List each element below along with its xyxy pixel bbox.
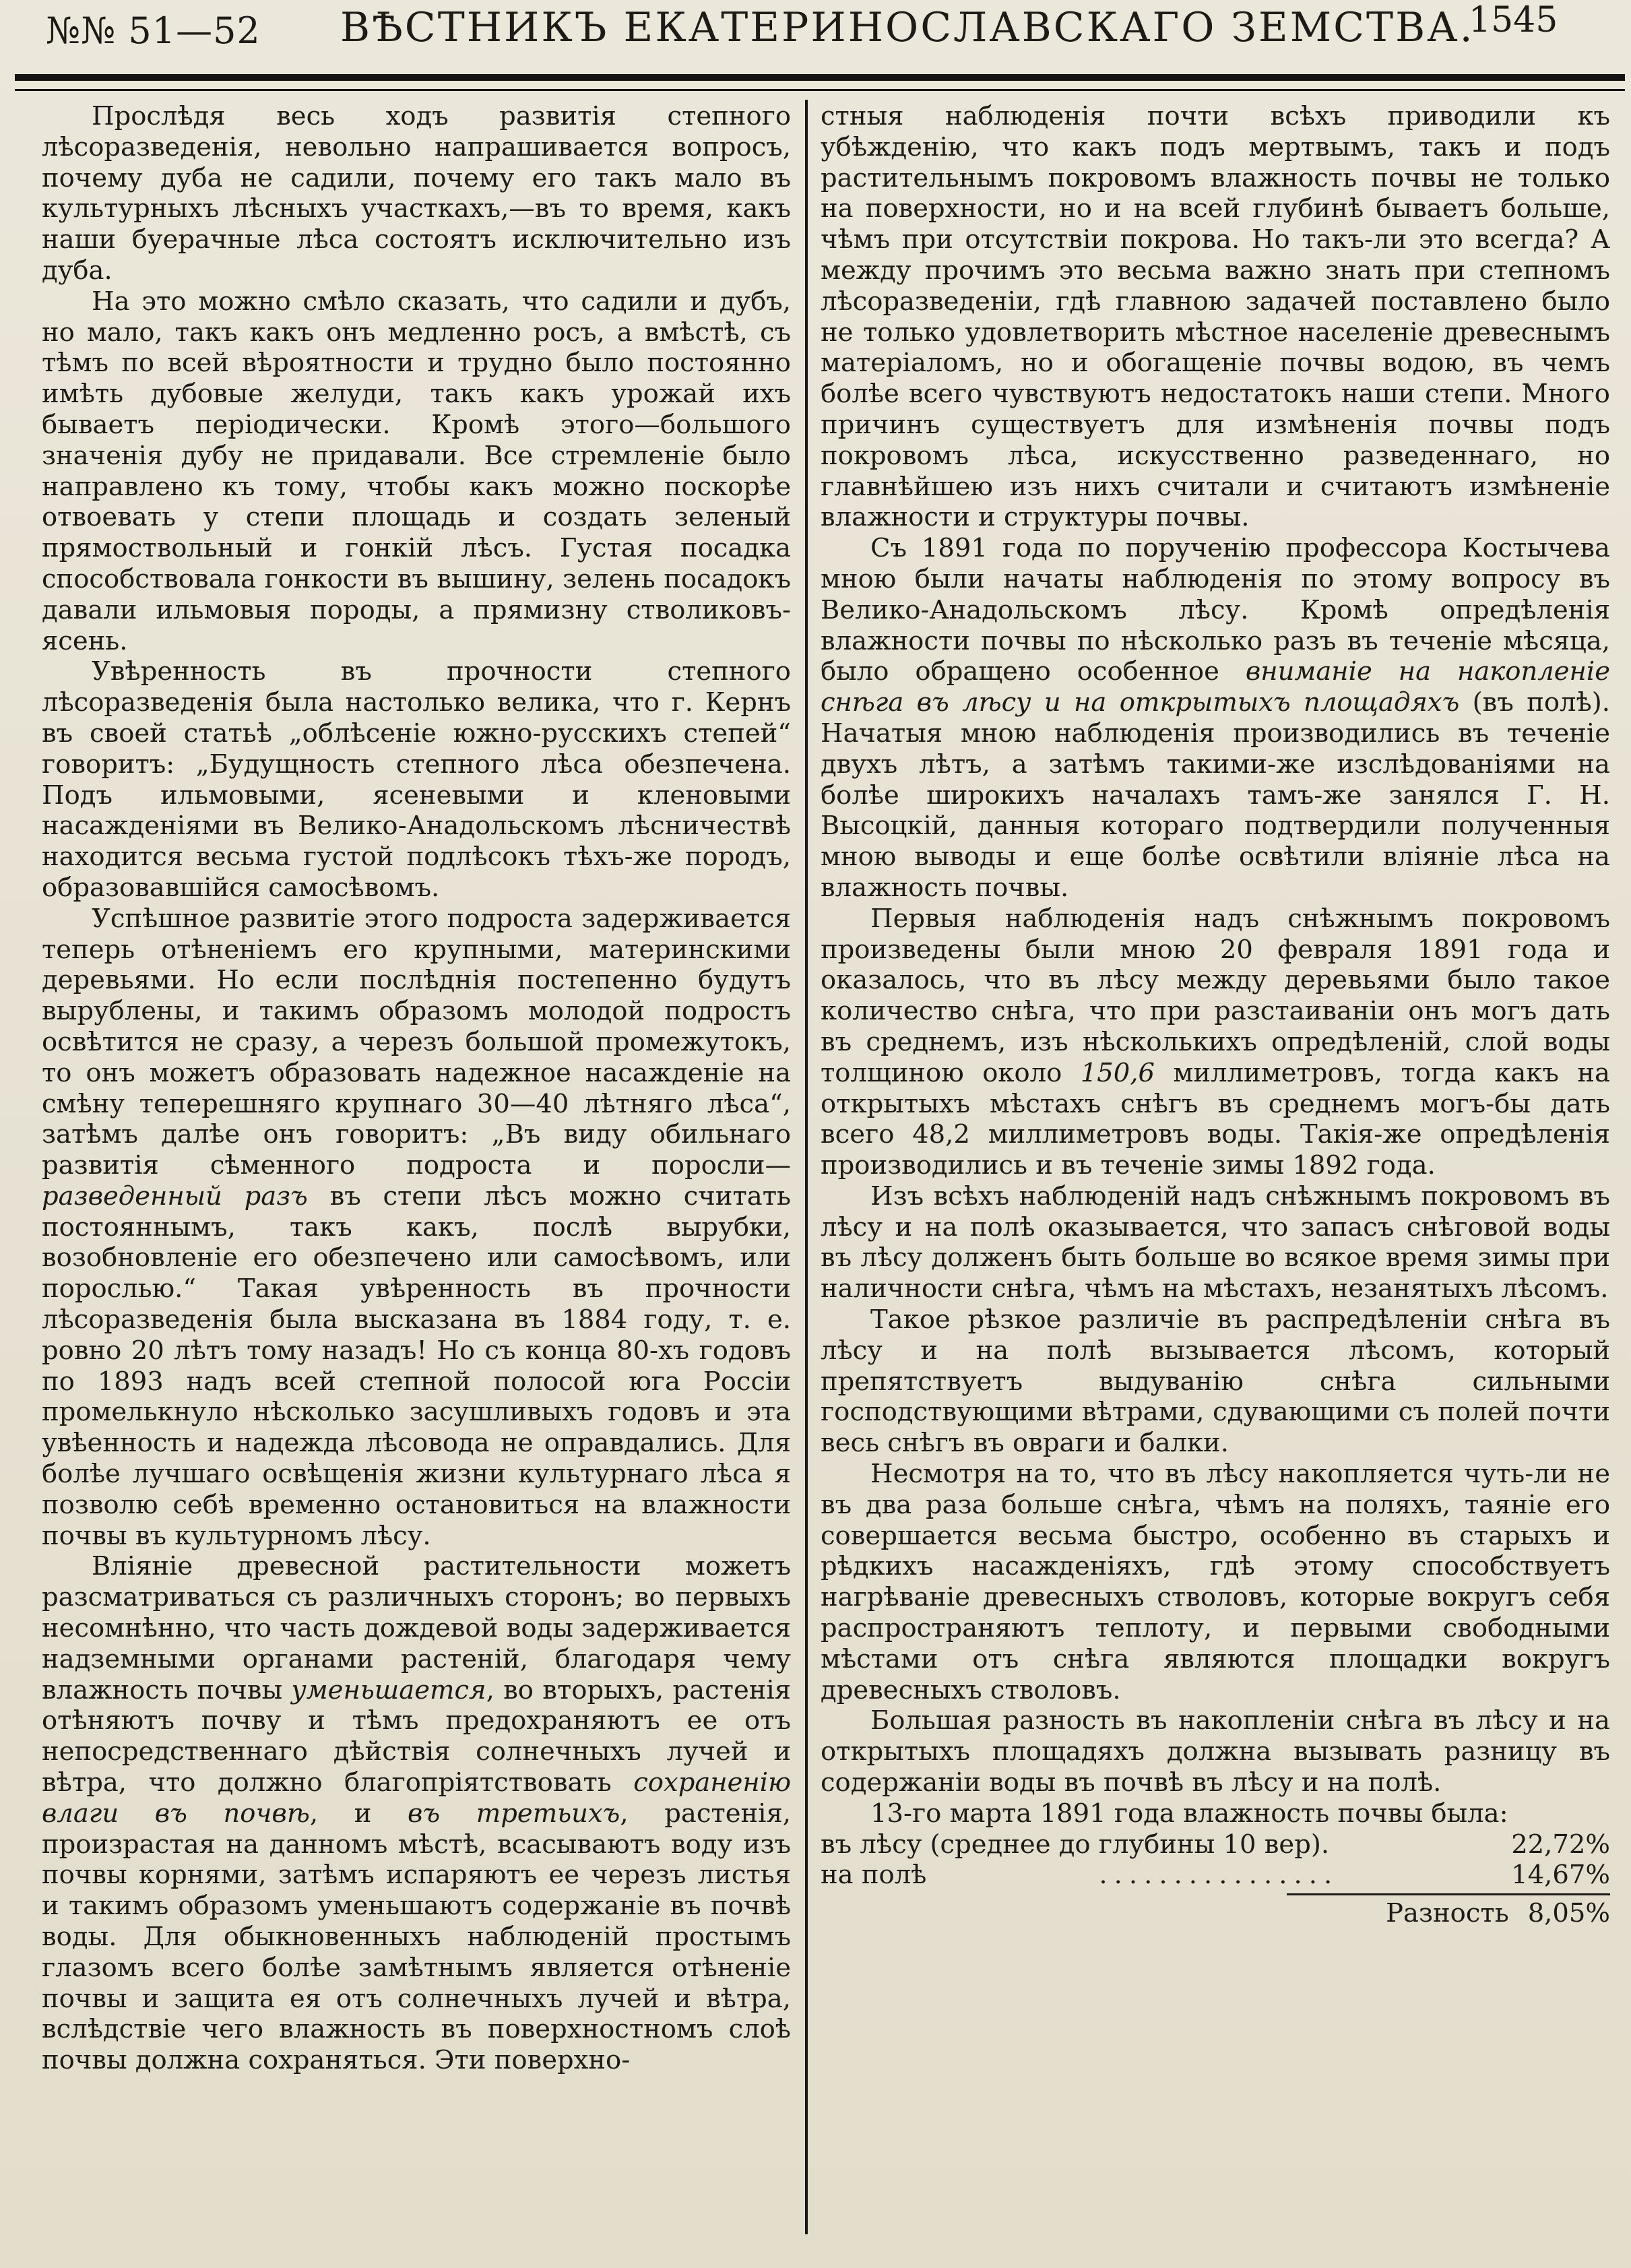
- column-divider: [805, 100, 808, 2234]
- table-row-forest: [821, 1829, 1610, 1860]
- header-rule-thin: [15, 89, 1625, 91]
- paragraph: Прослѣдя весь ходъ развитія степного лѣсоразведенія, невольно напрашивается вопросъ, почему дуба не садили, почему его такъ мало въ культурныхъ лѣсныхъ участкахъ,—въ то время, какъ наши буерачные лѣса состоятъ исключительно изъ дуба.: [42, 101, 791, 286]
- forest-value: 22,72%: [1511, 1829, 1610, 1860]
- forest-label: въ лѣсу (среднее до глубины 10 вер).: [821, 1829, 1330, 1860]
- journal-title: ВѢСТНИКЪ ЕКАТЕРИНОСЛАВСКАГО ЗЕМСТВА.: [340, 4, 1475, 51]
- masthead: [0, 0, 1631, 81]
- paragraph: Изъ всѣхъ наблюденій надъ снѣжнымъ покровомъ въ лѣсу и на полѣ оказывается, что запасъ снѣговой воды въ лѣсу долженъ быть больше во всякое время зимы при наличности снѣга, чѣмъ на мѣстахъ, незанятыхъ лѣсомъ.: [821, 1180, 1610, 1304]
- text-run: , и: [309, 1798, 408, 1829]
- italic-run: 150,6: [1080, 1057, 1155, 1088]
- difference-label: Разность: [1386, 1898, 1509, 1929]
- paragraph: Такое рѣзкое различіе въ распредѣленіи снѣга въ лѣсу и на полѣ вызывается лѣсомъ, который препятствуетъ выдуванію снѣга сильными господствующими вѣтрами, сдувающими съ полей почти весь снѣгъ въ овраги и балки.: [821, 1304, 1610, 1459]
- right-column: [821, 101, 1610, 1929]
- paragraph: Увѣренность въ прочности степного лѣсоразведенія была настолько велика, что г. Кернъ въ своей статьѣ „облѣсеніе южно-русскихъ степей“ говоритъ: „Будущность степного лѣса обезпечена. Подъ ильмовыми, ясеневыми и кленовыми насажденіями въ Велико-Анадольскомъ лѣсничествѣ находится весьма густой подлѣсокъ тѣхъ-же породъ, образовавшійся самосѣвомъ.: [42, 656, 791, 903]
- text-run: , растенія, произрастая на данномъ мѣстѣ, всасываютъ воду изъ почвы корнями, затѣмъ испаряютъ ее черезъ листья и такимъ образомъ уменьшаютъ содержаніе въ почвѣ воды. Для обыкновенныхъ наблюденій простымъ глазомъ всего болѣе замѣтнымъ является отѣненіе почвы и защита ея отъ солнечныхъ лучей и вѣтра, вслѣдствіе чего влажность въ поверхностномъ слоѣ почвы должна сохраняться. Эти поверхно-: [42, 1798, 791, 2076]
- sum-rule: [1287, 1893, 1610, 1895]
- left-column: [42, 101, 791, 2076]
- italic-run: разведенный разъ: [42, 1180, 308, 1211]
- text-run: , во вторыхъ, растенія отѣняютъ почву и тѣмъ предохраняютъ ее отъ непосредственнаго дѣйствія солнечныхъ лучей и вѣтра, что должно благопріятствовать: [42, 1674, 791, 1798]
- table-row-field: [821, 1860, 1610, 1891]
- paragraph: Несмотря на то, что въ лѣсу накопляется чуть-ли не въ два раза больше снѣга, чѣмъ на поляхъ, таяніе его совершается весьма быстро, особенно въ старыхъ и рѣдкихъ насажденіяхъ, гдѣ этому способствуетъ нагрѣваніе древесныхъ стволовъ, которые вокругъ себя распространяютъ теплоту, и первыми свободными мѣстами отъ снѣга являются площадки вокругъ древесныхъ стволовъ.: [821, 1459, 1610, 1705]
- text-run: (въ полѣ). Начатыя мною наблюденія производились въ теченіе двухъ лѣтъ, а затѣмъ такими-же изслѣдованіями на болѣе широкихъ началахъ тамъ-же занялся Г. Н. Высоцкій, данныя котораго подтвердили полученныя мною выводы и еще болѣе освѣтили вліяніе лѣса на влажность почвы.: [821, 687, 1610, 903]
- issue-number: №№ 51—52: [46, 9, 261, 52]
- header-rule-thick: [15, 74, 1625, 81]
- text-run: Съ 1891 года по порученію профессора Костычева мною были начаты наблюденія по этому вопросу въ Велико-Анадольскомъ лѣсу. Кромѣ опредѣленія влажности почвы по нѣсколько разъ въ теченіе мѣсяца, было обращено особенное: [821, 533, 1610, 687]
- italic-run: сохраненію влаги въ почвѣ: [42, 1767, 791, 1829]
- paragraph: Большая разность въ накопленіи снѣга въ лѣсу и на открытыхъ площадяхъ должна вызывать разницу въ содержаніи воды въ почвѣ въ лѣсу и на полѣ.: [821, 1705, 1610, 1798]
- moisture-table: [821, 1798, 1610, 1929]
- paragraph: [42, 1551, 791, 2076]
- paragraph: стныя наблюденія почти всѣхъ приводили къ убѣжденію, что какъ подъ мертвымъ, такъ и подъ растительнымъ покровомъ влажность почвы не только на поверхности, но и на всей глубинѣ бываетъ больше, чѣмъ при отсутствіи покрова. Но такъ-ли это всегда? А между прочимъ это весьма важно знать при степномъ лѣсоразведеніи, гдѣ главною задачей поставлено было не только удовлетворить мѣстное населеніе древеснымъ матеріаломъ, но и обогащеніе почвы водою, въ чемъ болѣе всего чувствуютъ недостатокъ наши степи. Много причинъ существуетъ для измѣненія почвы подъ покровомъ лѣса, искусственно разведеннаго, но главнѣйшею изъ нихъ считали и считаютъ измѣненіе влажности и структуры почвы.: [821, 101, 1610, 533]
- text-run: въ степи лѣсъ можно считать постояннымъ, такъ какъ, послѣ вырубки, возобновленіе его обезпечено или самосѣвомъ, или порослью.“ Такая увѣренность въ прочности лѣсоразведенія была высказана въ 1884 году, т. е. ровно 20 лѣтъ тому назадъ! Но съ конца 80-хъ годовъ по 1893 надъ всей степной полосой юга Россіи промелькнуло нѣсколько засушливыхъ годовъ и эта увѣенность и надежда лѣсовода не оправдались. Для болѣе лучшаго освѣщенія жизни культурнаго лѣса я позволю себѣ временно остановиться на влажности почвы въ культурномъ лѣсу.: [42, 1180, 791, 1551]
- text-run: миллиметровъ, тогда какъ на открытыхъ мѣстахъ снѣгъ въ среднемъ могъ-бы дать всего 48,2 миллиметровъ воды. Такія-же опредѣленія производились и въ теченіе зимы 1892 года.: [821, 1057, 1610, 1181]
- paragraph: [821, 533, 1610, 904]
- italic-run: вниманіе на накопленіе снѣга въ лѣсу и на открытыхъ площадяхъ: [821, 656, 1611, 718]
- page-number: 1545: [1469, 0, 1558, 40]
- italic-run: уменьшается: [291, 1674, 486, 1705]
- table-row-difference: [821, 1898, 1610, 1929]
- paragraph: На это можно смѣло сказать, что садили и дубъ, но мало, такъ какъ онъ медленно росъ, а вмѣстѣ, съ тѣмъ по всей вѣроятности и трудно было постоянно имѣть дубовые желуди, такъ какъ урожай ихъ бываетъ періодически. Кромѣ этого—большого значенія дубу не придавали. Все стремленіе было направлено къ тому, чтобы какъ можно поскорѣе отвоевать у степи площадь и создать зеленый прямоствольный и гонкій лѣсъ. Густая посадка способствовала гонкости въ вышину, зелень посадокъ давали ильмовыя породы, а прямизну стволиковъ-ясень.: [42, 286, 791, 656]
- text-run: Успѣшное развитіе этого подроста задерживается теперь отѣненіемъ его крупными, материнскими деревьями. Но если послѣднія постепенно будутъ вырублены, и такимъ образомъ молодой подростъ освѣтится не сразу, а черезъ большой промежутокъ, то онъ можетъ образовать надежное насажденіе на смѣну теперешняго крупнаго 30—40 лѣтняго лѣса“, затѣмъ далѣе онъ говоритъ: „Въ виду обильнаго развитія сѣменного подроста и поросли—: [42, 903, 791, 1181]
- italic-run: въ третьихъ: [408, 1798, 620, 1829]
- field-value: 14,67%: [1511, 1860, 1610, 1891]
- field-label: на полѣ: [821, 1860, 927, 1891]
- text-run: Первыя наблюденія надъ снѣжнымъ покровомъ произведены были мною 20 февраля 1891 года и оказалось, что въ лѣсу между деревьями было такое количество снѣга, что при разстаиваніи онъ могъ дать въ среднемъ, изъ нѣсколькихъ опредѣленій, слой воды толщиною около: [821, 903, 1610, 1088]
- text-run: Вліяніе древесной растительности можетъ разсматриваться съ различныхъ сторонъ; во первыхъ несомнѣнно, что часть дождевой воды задерживается надземными органами растеній, благодаря чему влажность почвы: [42, 1551, 791, 1705]
- difference-value: 8,05%: [1527, 1898, 1610, 1929]
- leader-dots: ................: [1099, 1860, 1339, 1891]
- paragraph: [821, 904, 1610, 1181]
- paragraph: [42, 904, 791, 1552]
- table-intro: 13-го марта 1891 года влажность почвы была:: [870, 1798, 1508, 1829]
